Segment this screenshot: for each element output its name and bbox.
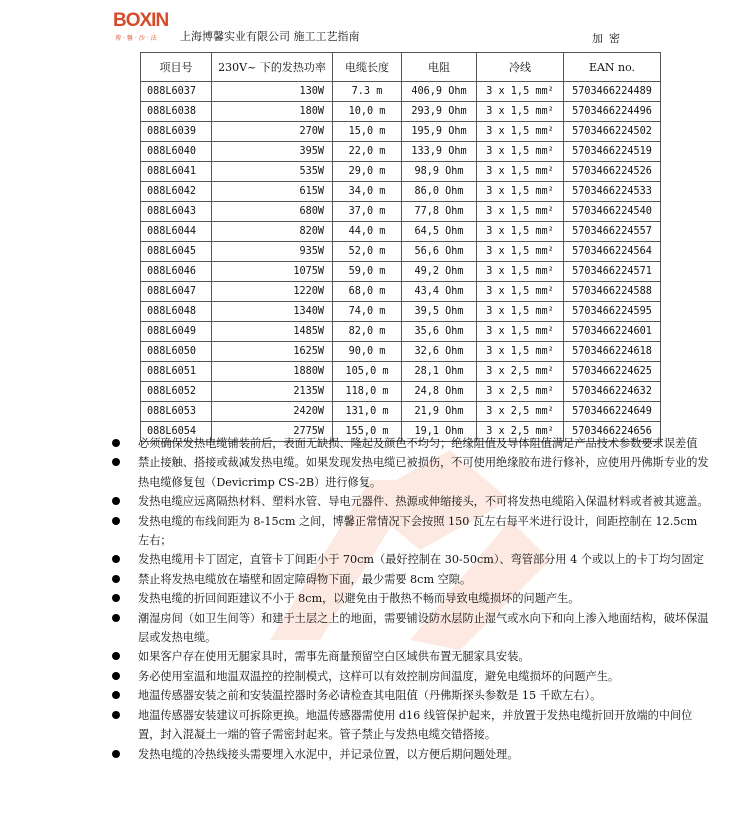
cell-power: 395W: [212, 142, 333, 162]
cell-power: 615W: [212, 182, 333, 202]
cell-cold-lead: 3 x 2,5 mm²: [477, 422, 564, 442]
cable-spec-table: [140, 52, 661, 442]
cell-power: 1075W: [212, 262, 333, 282]
bullet-icon: [112, 711, 120, 719]
bullet-icon: [112, 672, 120, 680]
cell-ean: 5703466224489: [564, 82, 661, 102]
bullet-icon: [112, 497, 120, 505]
note-text: 地温传感器安装建议可拆除更换。地温传感器需使用 d16 线管保护起来，并放置于发热电缆折回开放端的中间位置，封入混凝土一端的管子需密封起来。管子禁止与发热电缆交错搭接。: [138, 708, 693, 742]
note-text: 务必使用室温和地温双温控的控制模式，这样可以有效控制房间温度，避免电缆损坏的问题产生。: [138, 669, 620, 683]
bullet-icon: [112, 691, 120, 699]
table-row: [141, 402, 661, 422]
table-row: [141, 282, 661, 302]
cell-ean: 5703466224649: [564, 402, 661, 422]
cell-resistance: 406,9 Ohm: [402, 82, 477, 102]
cell-power: 2420W: [212, 402, 333, 422]
cell-item-no: 088L6038: [141, 102, 212, 122]
bullet-icon: [112, 652, 120, 660]
cell-item-no: 088L6053: [141, 402, 212, 422]
cell-length: 74,0 m: [333, 302, 402, 322]
cell-ean: 5703466224601: [564, 322, 661, 342]
note-item: [110, 745, 710, 764]
bullet-icon: [112, 750, 120, 758]
confidential-label: 加密: [592, 32, 626, 45]
cell-length: 7.3 m: [333, 82, 402, 102]
cell-cold-lead: 3 x 1,5 mm²: [477, 162, 564, 182]
cell-item-no: 088L6037: [141, 82, 212, 102]
cell-cold-lead: 3 x 1,5 mm²: [477, 282, 564, 302]
cell-cold-lead: 3 x 1,5 mm²: [477, 302, 564, 322]
cell-item-no: 088L6043: [141, 202, 212, 222]
cell-item-no: 088L6042: [141, 182, 212, 202]
table-row: [141, 122, 661, 142]
cell-power: 1625W: [212, 342, 333, 362]
cell-resistance: 19,1 Ohm: [402, 422, 477, 442]
cell-cold-lead: 3 x 1,5 mm²: [477, 222, 564, 242]
table-row: [141, 82, 661, 102]
cell-ean: 5703466224496: [564, 102, 661, 122]
cell-ean: 5703466224540: [564, 202, 661, 222]
cell-power: 535W: [212, 162, 333, 182]
note-item: [110, 667, 710, 686]
cell-resistance: 86,0 Ohm: [402, 182, 477, 202]
cell-power: 2775W: [212, 422, 333, 442]
col-header-ean: EAN no.: [564, 53, 661, 82]
cell-length: 105,0 m: [333, 362, 402, 382]
cell-power: 2135W: [212, 382, 333, 402]
table-row: [141, 202, 661, 222]
cell-item-no: 088L6050: [141, 342, 212, 362]
cell-ean: 5703466224656: [564, 422, 661, 442]
cell-item-no: 088L6051: [141, 362, 212, 382]
note-text: 必须确保发热电缆铺装前后，表面无缺损、隆起及颜色不均匀；绝缘阻值及导体阻值满足产品技术参数要求误差值: [138, 437, 698, 450]
note-text: 禁止将发热电缆放在墙壁和固定障碍物下面，最少需要 8cm 空隙。: [138, 572, 472, 586]
note-item: [110, 512, 710, 551]
note-item: [110, 550, 710, 569]
cell-ean: 5703466224564: [564, 242, 661, 262]
table-row: [141, 102, 661, 122]
note-text: 潮湿房间（如卫生间等）和建于土层之上的地面，需要铺设防水层防止湿气或水向下和向上渗入地面结构，破坏保温层或发热电缆。: [138, 611, 709, 645]
cell-length: 34,0 m: [333, 182, 402, 202]
cell-resistance: 56,6 Ohm: [402, 242, 477, 262]
cell-ean: 5703466224625: [564, 362, 661, 382]
cell-ean: 5703466224519: [564, 142, 661, 162]
cell-item-no: 088L6045: [141, 242, 212, 262]
cell-power: 820W: [212, 222, 333, 242]
note-item: [110, 686, 710, 705]
cell-power: 270W: [212, 122, 333, 142]
cell-item-no: 088L6047: [141, 282, 212, 302]
note-item: [110, 706, 710, 745]
cell-length: 118,0 m: [333, 382, 402, 402]
cell-power: 935W: [212, 242, 333, 262]
cell-cold-lead: 3 x 1,5 mm²: [477, 102, 564, 122]
cell-resistance: 24,8 Ohm: [402, 382, 477, 402]
col-header-cold-lead: 冷线: [477, 53, 564, 82]
cell-resistance: 293,9 Ohm: [402, 102, 477, 122]
cell-item-no: 088L6044: [141, 222, 212, 242]
cell-power: 130W: [212, 82, 333, 102]
company-title: 上海博馨实业有限公司 施工工艺指南: [180, 30, 360, 43]
cell-resistance: 43,4 Ohm: [402, 282, 477, 302]
cell-cold-lead: 3 x 1,5 mm²: [477, 342, 564, 362]
table-row: [141, 322, 661, 342]
bullet-icon: [112, 458, 120, 466]
cell-length: 82,0 m: [333, 322, 402, 342]
table-row: [141, 342, 661, 362]
table-row: [141, 242, 661, 262]
cell-ean: 5703466224571: [564, 262, 661, 282]
cell-length: 10,0 m: [333, 102, 402, 122]
cell-ean: 5703466224526: [564, 162, 661, 182]
cell-resistance: 133,9 Ohm: [402, 142, 477, 162]
cell-length: 52,0 m: [333, 242, 402, 262]
note-text: 发热电缆的布线间距为 8-15cm 之间，博馨正常情况下会按照 150 瓦左右每平米进行设计，间距控制在 12.5cm 左右；: [138, 514, 698, 548]
table-row: [141, 262, 661, 282]
note-item: [110, 609, 710, 648]
table-row: [141, 142, 661, 162]
table-row: [141, 182, 661, 202]
table-row: [141, 362, 661, 382]
cell-cold-lead: 3 x 1,5 mm²: [477, 182, 564, 202]
note-text: 发热电缆用卡丁固定，直管卡丁间距小于 70cm（最好控制在 30-50cm）、弯管部分用 4 个或以上的卡丁均匀固定: [138, 553, 704, 567]
col-header-length: 电缆长度: [333, 53, 402, 82]
cell-power: 1340W: [212, 302, 333, 322]
note-text: 禁止接触、搭接或裁减发热电缆。如果发现发热电缆已被损伤，不可使用绝缘胶布进行修补，应使用丹佛斯专业的发热电缆修复包（Devicrimp CS-2B）进行修复。: [138, 456, 709, 489]
cell-ean: 5703466224595: [564, 302, 661, 322]
cell-cold-lead: 3 x 1,5 mm²: [477, 142, 564, 162]
bullet-icon: [112, 575, 120, 583]
cell-ean: 5703466224557: [564, 222, 661, 242]
bullet-icon: [112, 614, 120, 622]
bullet-icon: [112, 439, 120, 447]
table-row: [141, 302, 661, 322]
cell-ean: 5703466224533: [564, 182, 661, 202]
cell-cold-lead: 3 x 1,5 mm²: [477, 242, 564, 262]
cell-length: 29,0 m: [333, 162, 402, 182]
cell-cold-lead: 3 x 2,5 mm²: [477, 382, 564, 402]
cell-length: 37,0 m: [333, 202, 402, 222]
cell-item-no: 088L6049: [141, 322, 212, 342]
cell-length: 68,0 m: [333, 282, 402, 302]
cell-cold-lead: 3 x 2,5 mm²: [477, 402, 564, 422]
note-item: [110, 492, 710, 511]
cell-resistance: 64,5 Ohm: [402, 222, 477, 242]
bullet-icon: [112, 517, 120, 525]
cell-resistance: 28,1 Ohm: [402, 362, 477, 382]
cell-power: 1485W: [212, 322, 333, 342]
note-text: 地温传感器安装之前和安装温控器时务必请检查其电阻值（丹佛斯探头参数是 15 千欧左右）。: [138, 689, 602, 703]
cell-cold-lead: 3 x 1,5 mm²: [477, 322, 564, 342]
cell-item-no: 088L6054: [141, 422, 212, 442]
cell-length: 22,0 m: [333, 142, 402, 162]
cell-resistance: 49,2 Ohm: [402, 262, 477, 282]
cell-cold-lead: 3 x 2,5 mm²: [477, 362, 564, 382]
cell-ean: 5703466224632: [564, 382, 661, 402]
cell-length: 15,0 m: [333, 122, 402, 142]
cell-length: 155,0 m: [333, 422, 402, 442]
cell-item-no: 088L6039: [141, 122, 212, 142]
cell-item-no: 088L6048: [141, 302, 212, 322]
note-item: [110, 570, 710, 589]
cell-power: 1880W: [212, 362, 333, 382]
cell-power: 680W: [212, 202, 333, 222]
cell-item-no: 088L6052: [141, 382, 212, 402]
cell-cold-lead: 3 x 1,5 mm²: [477, 82, 564, 102]
cell-length: 44,0 m: [333, 222, 402, 242]
cell-cold-lead: 3 x 1,5 mm²: [477, 262, 564, 282]
table-row: [141, 222, 661, 242]
note-text: 发热电缆的冷热线接头需要埋入水泥中，并记录位置，以方便后期问题处理。: [138, 747, 519, 761]
cell-resistance: 77,8 Ohm: [402, 202, 477, 222]
col-header-item-no: 项目号: [141, 53, 212, 82]
note-text: 如果客户存在使用无腿家具时，需事先商量预留空白区域供布置无腿家具安装。: [138, 650, 530, 664]
cell-item-no: 088L6040: [141, 142, 212, 162]
company-logo: [113, 10, 177, 43]
cell-resistance: 39,5 Ohm: [402, 302, 477, 322]
logo-text: BOXIN: [113, 10, 169, 31]
note-item: [110, 647, 710, 666]
cell-resistance: 98,9 Ohm: [402, 162, 477, 182]
table-header-row: [141, 53, 661, 82]
cell-cold-lead: 3 x 1,5 mm²: [477, 202, 564, 222]
note-text: 发热电缆应远离隔热材料、塑料水管、导电元器件、热源或伸缩接头，不可将发热电缆陷入保温材料或者被其遮盖。: [138, 495, 709, 509]
note-item: [110, 589, 710, 608]
logo-subtext: 博·馨·沙·法: [115, 35, 159, 42]
cell-resistance: 35,6 Ohm: [402, 322, 477, 342]
cell-resistance: 32,6 Ohm: [402, 342, 477, 362]
installation-notes: [110, 434, 710, 764]
cell-ean: 5703466224618: [564, 342, 661, 362]
note-item: [110, 453, 710, 492]
cell-power: 180W: [212, 102, 333, 122]
bullet-icon: [112, 555, 120, 563]
note-item: [110, 434, 710, 453]
note-text: 发热电缆的折回间距建议不小于 8cm，以避免由于散热不畅而导致电缆损坏的问题产生。: [138, 592, 580, 606]
cell-length: 131,0 m: [333, 402, 402, 422]
cell-length: 59,0 m: [333, 262, 402, 282]
table-row: [141, 162, 661, 182]
cell-cold-lead: 3 x 1,5 mm²: [477, 122, 564, 142]
col-header-resistance: 电阻: [402, 53, 477, 82]
page-header: [0, 0, 730, 50]
bullet-icon: [112, 594, 120, 602]
cell-resistance: 21,9 Ohm: [402, 402, 477, 422]
cell-resistance: 195,9 Ohm: [402, 122, 477, 142]
cell-item-no: 088L6041: [141, 162, 212, 182]
cell-ean: 5703466224502: [564, 122, 661, 142]
cell-length: 90,0 m: [333, 342, 402, 362]
cell-item-no: 088L6046: [141, 262, 212, 282]
table-row: [141, 382, 661, 402]
cell-power: 1220W: [212, 282, 333, 302]
cell-ean: 5703466224588: [564, 282, 661, 302]
col-header-power: 230V~ 下的发热功率: [212, 53, 333, 82]
